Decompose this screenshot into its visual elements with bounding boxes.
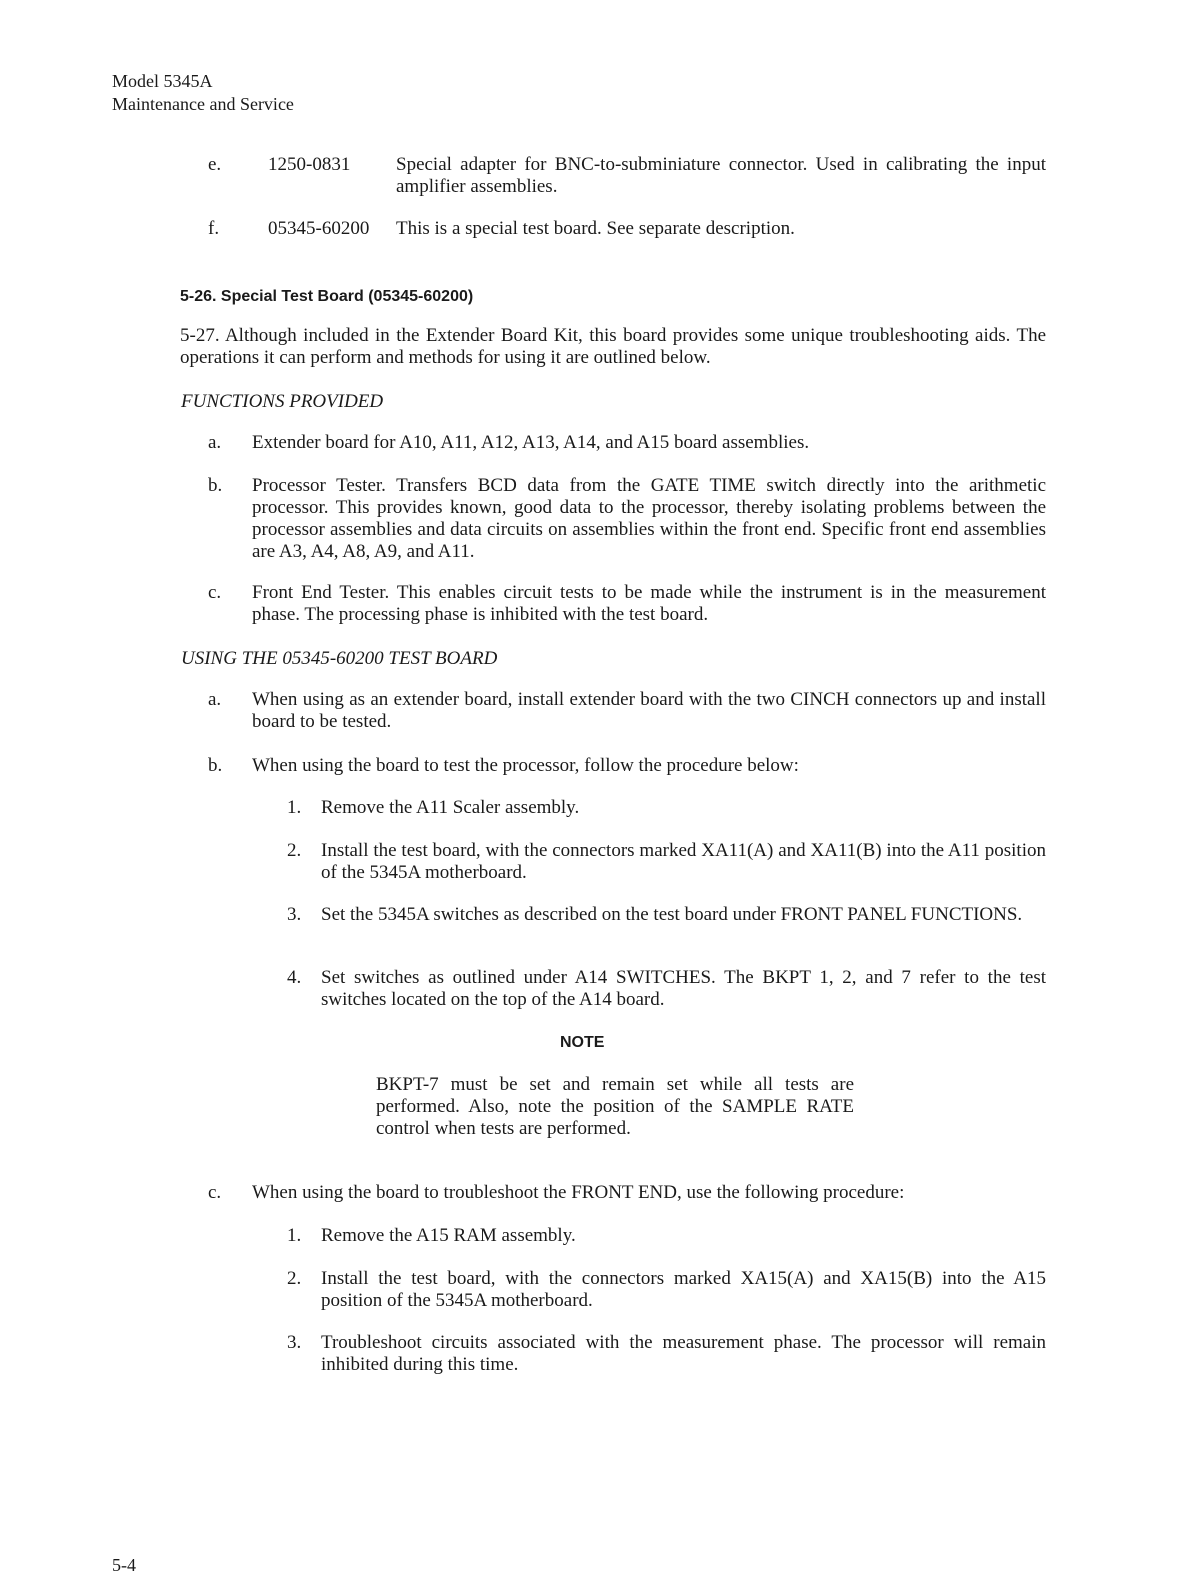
step-text: Set the 5345A switches as described on the test board under FRONT PANEL FUNCTIONS. (321, 904, 1023, 925)
item-text: Processor Tester. Transfers BCD data from the GATE TIME switch directly into the arithmetic processor. This provides known, good data to the processor, thereby isolating problems between the processor assemblies and data circuits on assemblies within the front end. Specific front end assemblies are A3, A4, A8, A9, and A11. (252, 475, 1046, 562)
item-letter: a. (208, 689, 222, 710)
step-text: Remove the A15 RAM assembly. (321, 1225, 576, 1246)
note-title: NOTE (560, 1034, 605, 1051)
step-number: 3. (287, 904, 302, 925)
page-header (112, 70, 294, 116)
step-number: 1. (287, 797, 302, 818)
item-letter: a. (208, 432, 222, 453)
tool-part-number: 1250-0831 (268, 154, 351, 175)
item-text: When using as an extender board, install extender board with the two CINCH connectors up and install board to be tested. (252, 689, 1046, 732)
item-text: When using the board to troubleshoot the FRONT END, use the following procedure: (252, 1182, 905, 1203)
note-text: BKPT-7 must be set and remain set while all tests are performed. Also, note the position of the SAMPLE RATE control when tests are performed. (376, 1074, 854, 1139)
functions-subheading: FUNCTIONS PROVIDED (181, 391, 384, 412)
item-text: When using the board to test the processor, follow the procedure below: (252, 755, 799, 776)
using-subheading: USING THE 05345-60200 TEST BOARD (181, 648, 498, 669)
item-letter: c. (208, 1182, 222, 1203)
tool-letter: e. (208, 154, 222, 175)
step-text: Remove the A11 Scaler assembly. (321, 797, 580, 818)
step-text: Troubleshoot circuits associated with the measurement phase. The processor will remain inhibited during this time. (321, 1332, 1046, 1375)
model-label: Model 5345A (112, 71, 213, 91)
step-number: 3. (287, 1332, 302, 1353)
tool-part-number: 05345-60200 (268, 218, 370, 239)
step-text: Install the test board, with the connectors marked XA15(A) and XA15(B) into the A15 position of the 5345A motherboard. (321, 1268, 1046, 1311)
section-heading: 5-26. Special Test Board (05345-60200) (180, 288, 474, 305)
section-label: Maintenance and Service (112, 94, 294, 114)
step-number: 2. (287, 840, 302, 861)
step-text: Set switches as outlined under A14 SWITCHES. The BKPT 1, 2, and 7 refer to the test switches located on the top of the A14 board. (321, 967, 1046, 1010)
item-letter: c. (208, 582, 222, 603)
tool-description: Special adapter for BNC-to-subminiature connector. Used in calibrating the input amplifier assemblies. (396, 154, 1046, 197)
step-text: Install the test board, with the connectors marked XA11(A) and XA11(B) into the A11 position of the 5345A motherboard. (321, 840, 1046, 883)
tool-letter: f. (208, 218, 220, 239)
step-number: 2. (287, 1268, 302, 1289)
page-number: 5-4 (112, 1555, 136, 1575)
item-letter: b. (208, 475, 223, 496)
tool-description: This is a special test board. See separate description. (396, 218, 795, 239)
item-text: Extender board for A10, A11, A12, A13, A14, and A15 board assemblies. (252, 432, 810, 453)
item-text: Front End Tester. This enables circuit tests to be made while the instrument is in the measurement phase. The processing phase is inhibited with the test board. (252, 582, 1046, 625)
step-number: 1. (287, 1225, 302, 1246)
intro-paragraph: 5-27. Although included in the Extender Board Kit, this board provides some unique troubleshooting aids. The operations it can perform and methods for using it are outlined below. (180, 325, 1046, 368)
item-letter: b. (208, 755, 223, 776)
step-number: 4. (287, 967, 302, 988)
